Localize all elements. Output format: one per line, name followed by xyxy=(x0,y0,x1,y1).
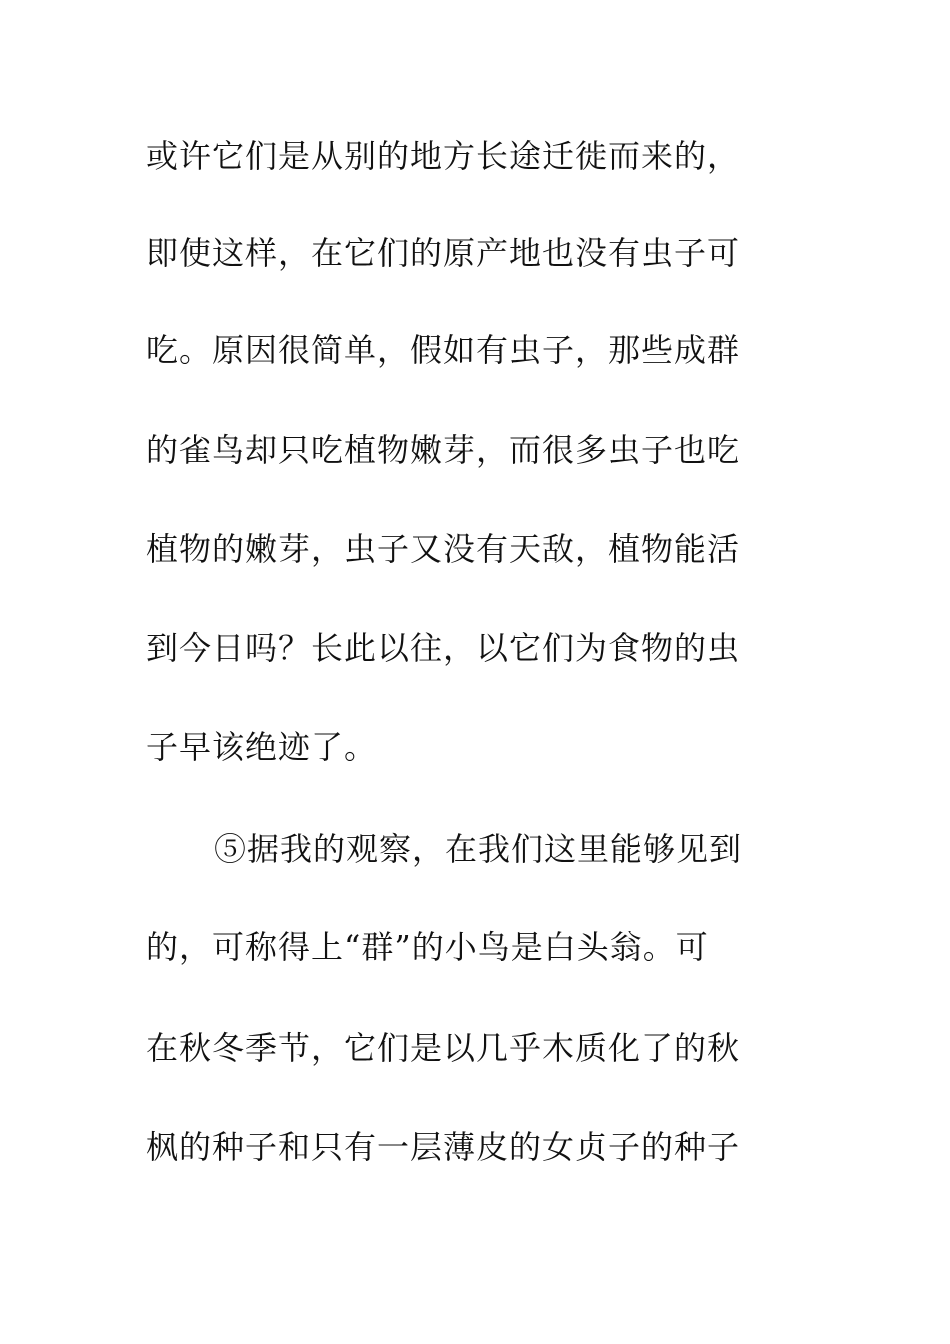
text-line-8-paragraph-start: ⑤据我的观察，在我们这里能够见到 xyxy=(214,830,743,868)
text-line-3: 吃。原因很简单，假如有虫子，那些成群 xyxy=(146,331,741,369)
text-line-5: 植物的嫩芽，虫子又没有天敌，植物能活 xyxy=(146,530,741,568)
text-line-1: 或许它们是从别的地方长途迁徙而来的， xyxy=(146,137,741,175)
text-line-10: 在秋冬季节，它们是以几乎木质化了的秋 xyxy=(146,1029,741,1067)
text-line-4: 的雀鸟却只吃植物嫩芽，而很多虫子也吃 xyxy=(146,431,741,469)
text-line-6: 到今日吗？长此以往，以它们为食物的虫 xyxy=(146,629,741,667)
text-line-7: 子早该绝迹了。 xyxy=(146,728,378,766)
text-line-2: 即使这样，在它们的原产地也没有虫子可 xyxy=(146,234,741,272)
text-line-9: 的，可称得上“群”的小鸟是白头翁。可 xyxy=(146,928,709,966)
text-line-11: 枫的种子和只有一层薄皮的女贞子的种子 xyxy=(146,1128,741,1166)
